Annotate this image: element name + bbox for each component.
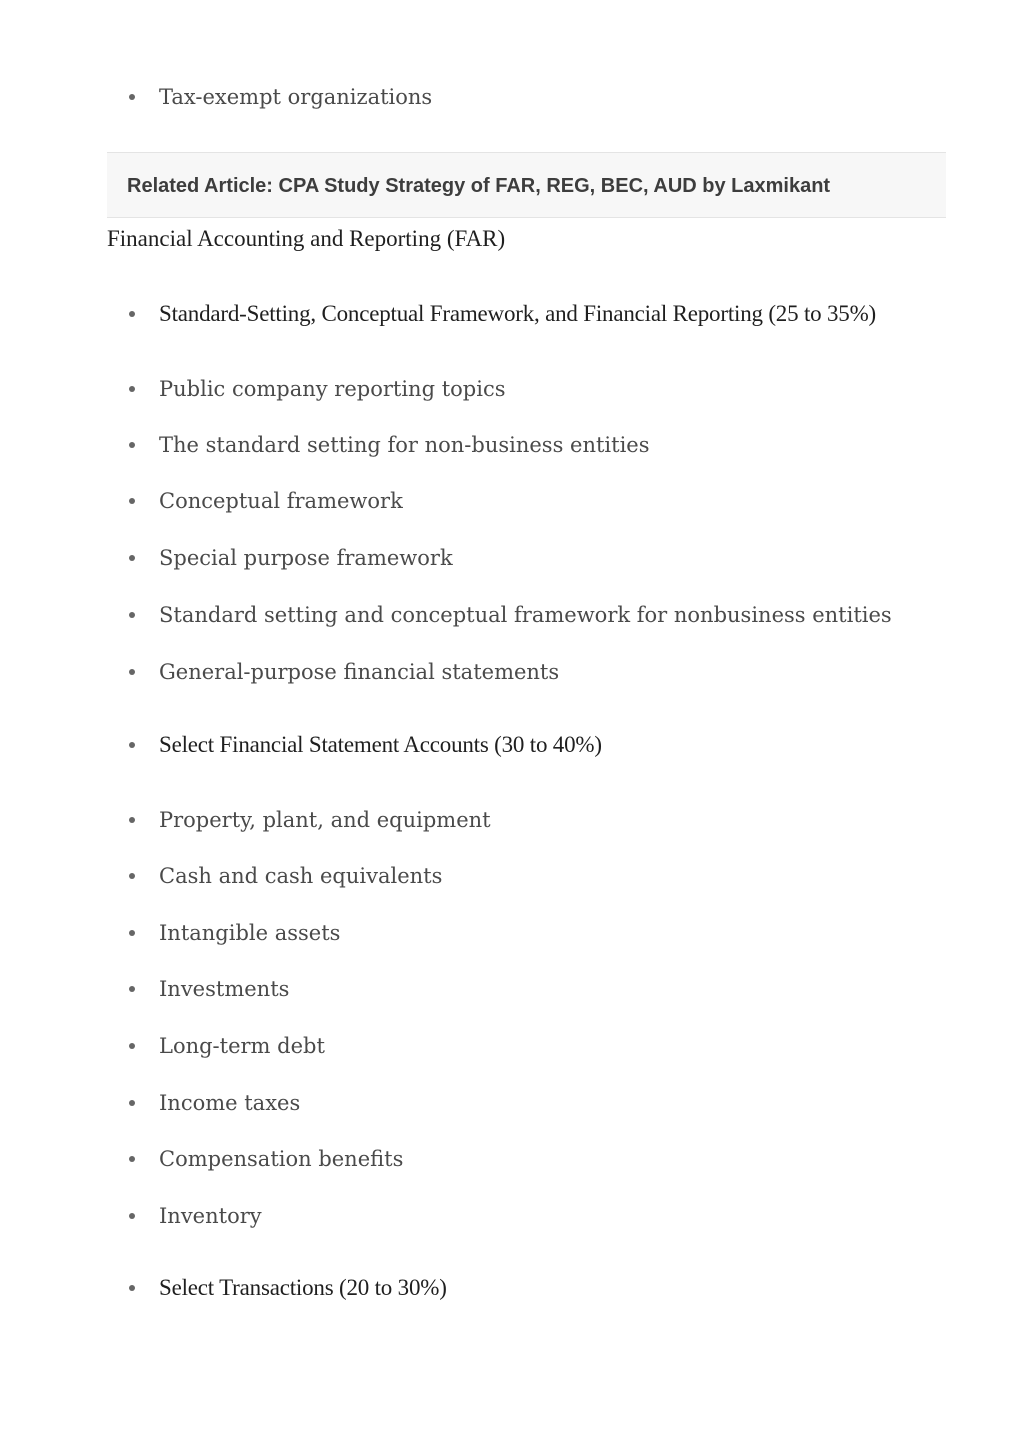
list-item: Investments xyxy=(107,976,491,1002)
list-item: Income taxes xyxy=(107,1090,491,1116)
list-item: Standard setting and conceptual framework for nonbusiness entities xyxy=(107,602,892,628)
related-article-box[interactable] xyxy=(107,152,946,218)
list-item: The standard setting for non-business entities xyxy=(107,432,892,458)
list-item: Special purpose framework xyxy=(107,545,892,571)
group2-heading-list xyxy=(107,731,602,759)
related-article-link[interactable]: Related Article: CPA Study Strategy of FAR, REG, BEC, AUD by Laxmikant xyxy=(127,175,831,197)
group1-heading: Standard-Setting, Conceptual Framework, and Financial Reporting (25 to 35%) xyxy=(107,300,876,328)
section-title: Financial Accounting and Reporting (FAR) xyxy=(107,226,506,251)
list-item: Conceptual framework xyxy=(107,488,892,514)
list-item: Long-term debt xyxy=(107,1033,491,1059)
list-item: Inventory xyxy=(107,1203,491,1229)
group2-item-list xyxy=(107,807,491,1229)
list-item: Intangible assets xyxy=(107,920,491,946)
top-bullet-list xyxy=(107,84,432,110)
group3-heading-list xyxy=(107,1274,447,1302)
list-item: Compensation benefits xyxy=(107,1146,491,1172)
list-item: Public company reporting topics xyxy=(107,376,892,402)
list-item: General-purpose financial statements xyxy=(107,659,892,685)
list-item: Cash and cash equivalents xyxy=(107,863,491,889)
group3-heading: Select Transactions (20 to 30%) xyxy=(107,1274,447,1302)
list-item: Tax-exempt organizations xyxy=(107,84,432,110)
list-item: Property, plant, and equipment xyxy=(107,807,491,833)
group1-heading-list xyxy=(107,300,876,328)
group1-item-list xyxy=(107,376,892,685)
group2-heading: Select Financial Statement Accounts (30 to 40%) xyxy=(107,731,602,759)
